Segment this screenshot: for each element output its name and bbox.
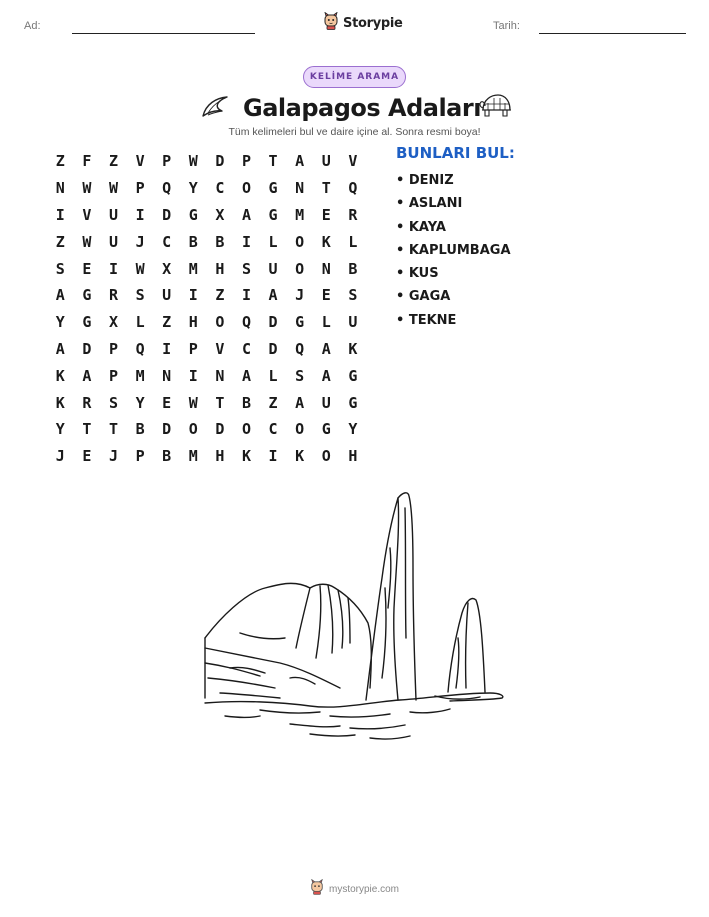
grid-letter[interactable]: B [215,232,225,251]
grid-letter[interactable]: C [268,420,278,439]
grid-letter[interactable]: U [348,313,358,332]
grid-letter[interactable]: Z [55,232,65,251]
word-list-item: • KAPLUMBAGA [396,242,511,258]
date-line[interactable] [539,33,686,34]
grid-letter[interactable]: A [55,286,65,305]
name-label: Ad: [24,20,41,32]
grid-letter[interactable]: L [321,313,331,332]
grid-letter[interactable]: W [108,179,118,198]
grid-letter[interactable]: D [268,313,278,332]
grid-letter[interactable]: K [348,339,358,358]
page-title: Galapagos Adaları [243,94,481,122]
instructions: Tüm kelimeleri bul ve daire içine al. Sonra resmi boya! [228,126,481,138]
grid-letter[interactable]: R [82,393,92,412]
grid-letter[interactable]: G [268,179,278,198]
grid-letter[interactable]: O [295,420,305,439]
grid-letter[interactable]: V [348,152,358,171]
grid-letter[interactable]: Q [295,339,305,358]
grid-letter[interactable]: T [82,420,92,439]
grid-letter[interactable]: B [348,259,358,278]
grid-row [47,336,366,363]
grid-letter[interactable]: S [348,286,358,305]
word-list [396,171,511,334]
grid-letter[interactable]: X [162,259,172,278]
grid-letter[interactable]: S [135,286,145,305]
grid-letter[interactable]: G [82,286,92,305]
grid-letter[interactable]: J [135,232,145,251]
grid-letter[interactable]: Z [268,393,278,412]
grid-letter[interactable]: I [188,286,198,305]
grid-letter[interactable]: Q [162,179,172,198]
footer [0,879,709,899]
grid-letter[interactable]: B [188,232,198,251]
word-list-heading: BUNLARI BUL: [396,144,515,162]
grid-letter[interactable]: E [321,205,331,224]
grid-row [47,389,366,416]
grid-letter[interactable]: M [188,447,198,466]
grid-letter[interactable]: J [55,447,65,466]
grid-letter[interactable]: A [268,286,278,305]
grid-letter[interactable]: M [188,259,198,278]
grid-row [47,416,366,443]
grid-row [47,443,366,470]
grid-letter[interactable]: U [108,205,118,224]
grid-letter[interactable]: W [188,152,198,171]
grid-letter[interactable]: K [295,447,305,466]
grid-letter[interactable]: P [108,339,118,358]
grid-letter[interactable]: O [241,179,251,198]
word-list-item: • GAGA [396,289,451,305]
grid-letter[interactable]: G [348,366,358,385]
grid-letter[interactable]: S [241,259,251,278]
grid-letter[interactable]: V [82,205,92,224]
grid-letter[interactable]: O [188,420,198,439]
grid-letter[interactable]: O [321,447,331,466]
grid-letter[interactable]: T [215,393,225,412]
category-badge: KELİME ARAMA [303,66,406,88]
grid-letter[interactable]: N [321,259,331,278]
grid-letter[interactable]: C [215,179,225,198]
word-list-item: • DENIZ [396,173,454,188]
grid-letter[interactable]: G [82,313,92,332]
grid-letter[interactable]: C [162,232,172,251]
grid-letter[interactable]: H [215,259,225,278]
grid-letter[interactable]: L [268,232,278,251]
grid-letter[interactable]: T [108,420,118,439]
grid-letter[interactable]: O [215,313,225,332]
word-list-item: • KUS [396,266,439,282]
grid-letter[interactable]: Q [135,339,145,358]
grid-letter[interactable]: A [241,366,251,385]
grid-letter[interactable]: A [55,339,65,358]
grid-letter[interactable]: J [295,286,305,305]
grid-letter[interactable]: D [215,420,225,439]
grid-letter[interactable]: Z [55,152,65,171]
grid-letter[interactable]: N [162,366,172,385]
grid-letter[interactable]: N [295,179,305,198]
grid-letter[interactable]: U [268,259,278,278]
grid-letter[interactable]: U [321,393,331,412]
grid-letter[interactable]: Y [55,313,65,332]
rock-formation-illustration [200,488,510,748]
bird-beak-icon [200,94,230,124]
grid-letter[interactable]: C [241,339,251,358]
grid-letter[interactable]: D [162,420,172,439]
grid-letter[interactable]: K [55,366,65,385]
grid-letter[interactable]: I [268,447,278,466]
grid-letter[interactable]: B [135,420,145,439]
grid-letter[interactable]: E [321,286,331,305]
grid-letter[interactable]: A [321,366,331,385]
grid-letter[interactable]: X [215,205,225,224]
grid-letter[interactable]: H [188,313,198,332]
grid-letter[interactable]: O [295,232,305,251]
grid-letter[interactable]: W [135,259,145,278]
grid-letter[interactable]: E [82,259,92,278]
grid-letter[interactable]: K [241,447,251,466]
grid-letter[interactable]: G [188,205,198,224]
grid-letter[interactable]: P [108,366,118,385]
grid-letter[interactable]: Y [55,420,65,439]
grid-letter[interactable]: P [188,339,198,358]
grid-letter[interactable]: E [82,447,92,466]
grid-letter[interactable]: W [188,393,198,412]
grid-letter[interactable]: O [241,420,251,439]
grid-letter[interactable]: F [82,152,92,171]
grid-letter[interactable]: V [215,339,225,358]
grid-letter[interactable]: T [268,152,278,171]
grid-letter[interactable]: P [135,447,145,466]
storypie-logo-icon [310,879,324,899]
grid-letter[interactable]: N [215,366,225,385]
grid-letter[interactable]: A [321,339,331,358]
grid-letter[interactable]: I [135,205,145,224]
grid-letter[interactable]: P [135,179,145,198]
brand-logo [323,12,403,34]
grid-letter[interactable]: Y [188,179,198,198]
grid-letter[interactable]: G [348,393,358,412]
grid-letter[interactable]: G [295,313,305,332]
grid-letter[interactable]: I [108,259,118,278]
grid-letter[interactable]: H [348,447,358,466]
grid-letter[interactable]: K [55,393,65,412]
grid-letter[interactable]: D [82,339,92,358]
grid-letter[interactable]: T [321,179,331,198]
grid-letter[interactable]: U [321,152,331,171]
grid-row [47,175,366,202]
grid-letter[interactable]: G [321,420,331,439]
grid-letter[interactable]: Q [241,313,251,332]
grid-letter[interactable]: I [55,205,65,224]
grid-letter[interactable]: R [348,205,358,224]
grid-letter[interactable]: I [241,286,251,305]
grid-letter[interactable]: E [162,393,172,412]
grid-letter[interactable]: S [108,393,118,412]
grid-letter[interactable]: L [348,232,358,251]
grid-letter[interactable]: D [268,339,278,358]
grid-letter[interactable]: I [162,339,172,358]
word-list-item: • KAYA [396,219,446,235]
grid-letter[interactable]: M [295,205,305,224]
grid-letter[interactable]: P [162,152,172,171]
grid-letter[interactable]: B [241,393,251,412]
title-row [0,92,709,124]
brand-name: Storypie [343,15,403,31]
word-list-item: • ASLANI [396,196,463,212]
grid-row [47,309,366,336]
grid-letter[interactable]: B [162,447,172,466]
grid-letter[interactable]: Y [135,393,145,412]
grid-letter[interactable]: D [215,152,225,171]
grid-letter[interactable]: Z [108,152,118,171]
grid-letter[interactable]: S [295,366,305,385]
grid-letter[interactable]: H [215,447,225,466]
grid-letter[interactable]: R [108,286,118,305]
grid-letter[interactable]: M [135,366,145,385]
grid-letter[interactable]: W [82,232,92,251]
grid-letter[interactable]: A [241,205,251,224]
date-label: Tarih: [493,20,520,32]
grid-row [47,255,366,282]
grid-letter[interactable]: Y [348,420,358,439]
grid-letter[interactable]: U [162,286,172,305]
grid-letter[interactable]: A [295,152,305,171]
grid-letter[interactable]: Z [215,286,225,305]
storypie-logo-icon [323,12,339,34]
grid-letter[interactable]: I [188,366,198,385]
grid-letter[interactable]: Z [162,313,172,332]
grid-letter[interactable]: J [108,447,118,466]
grid-letter[interactable]: A [82,366,92,385]
grid-letter[interactable]: V [135,152,145,171]
grid-letter[interactable]: S [55,259,65,278]
grid-letter[interactable]: X [108,313,118,332]
grid-letter[interactable]: K [321,232,331,251]
grid-letter[interactable]: P [241,152,251,171]
footer-url[interactable]: mystorypie.com [328,883,399,895]
grid-row [47,148,366,175]
name-line[interactable] [72,33,255,34]
grid-letter[interactable]: L [268,366,278,385]
grid-letter[interactable]: G [268,205,278,224]
grid-letter[interactable]: D [162,205,172,224]
grid-row [47,362,366,389]
grid-letter[interactable]: N [55,179,65,198]
grid-row [47,202,366,229]
grid-letter[interactable]: O [295,259,305,278]
grid-row [47,228,366,255]
grid-letter[interactable]: Q [348,179,358,198]
grid-letter[interactable]: A [295,393,305,412]
grid-letter[interactable]: W [82,179,92,198]
grid-letter[interactable]: U [108,232,118,251]
grid-row [47,282,366,309]
letter-grid[interactable] [47,148,366,470]
grid-letter[interactable]: L [135,313,145,332]
tortoise-icon [478,92,514,124]
grid-letter[interactable]: I [241,232,251,251]
word-list-item: • TEKNE [396,312,457,328]
